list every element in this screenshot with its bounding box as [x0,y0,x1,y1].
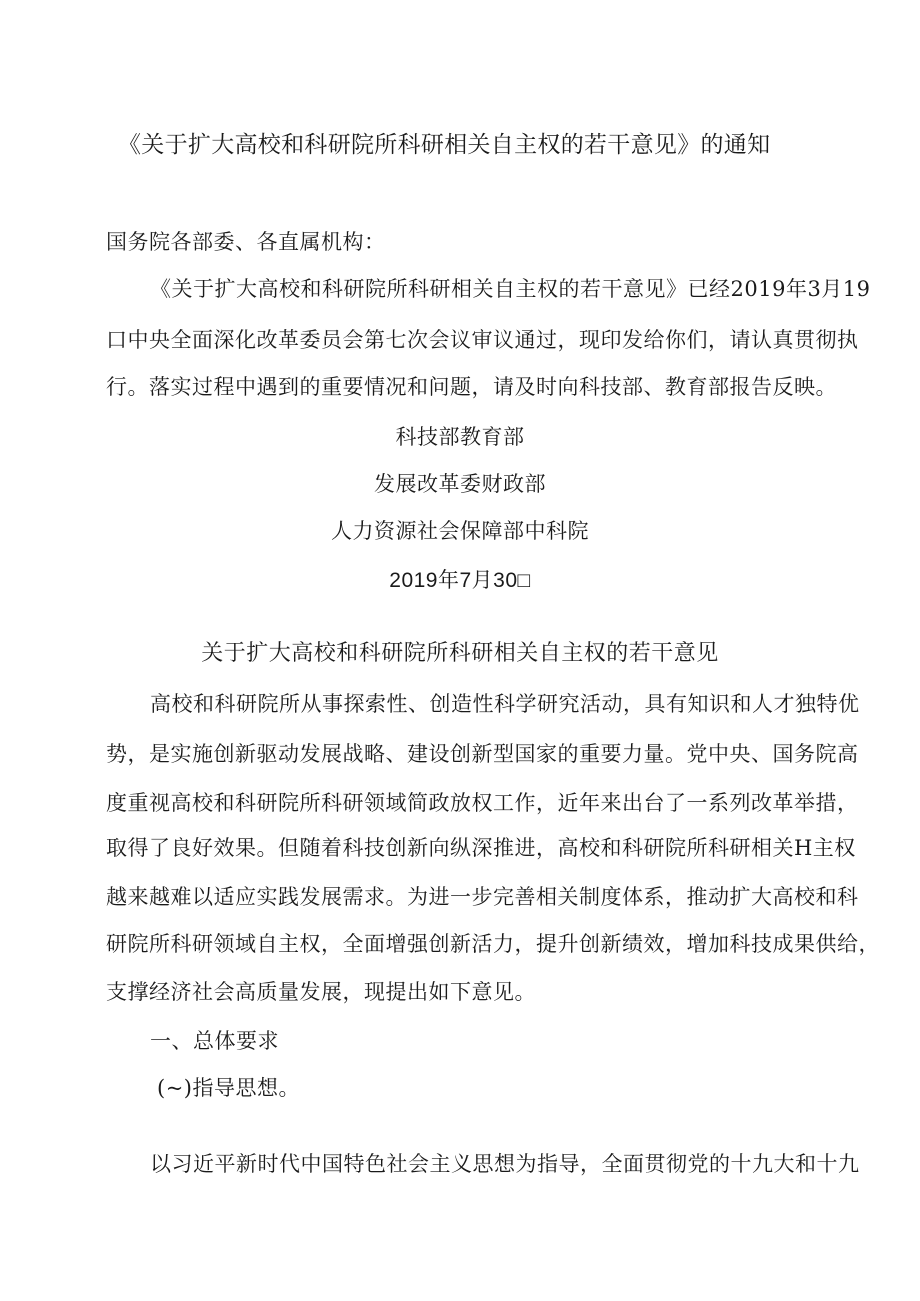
signatory-3: 人力资源社会保障部中科院 [331,519,589,543]
intro-line-5: 越来越难以适应实践发展需求。为进一步完善相关制度体系，推动扩大高校和科 [106,885,859,909]
opinions-title: 关于扩大高校和科研院所科研相关自主权的若干意见 [201,641,719,666]
addressee: 国务院各部委、各直属机构： [106,230,386,254]
intro-line-3: 度重视高校和科研院所科研领域简政放权工作，近年来出台了一系列改革举措， [106,791,859,815]
document-date: 2019年7月30□ [389,569,531,592]
signatory-1: 科技部教育部 [395,425,525,449]
notice-line-2: 口中央全面深化改革委员会第七次会议审议通过，现印发给你们，请认真贯彻执 [106,328,859,352]
intro-line-7: 支撑经济社会高质量发展，现提出如下意见。 [106,980,536,1004]
signatory-2: 发展改革委财政部 [374,472,546,496]
notice-line-3: 行。落实过程中遇到的重要情况和问题，请及时向科技部、教育部报告反映。 [106,375,837,399]
document-title: 《关于扩大高校和科研院所科研相关自主权的若干意见》的通知 [118,132,771,158]
notice-line-1: 《关于扩大高校和科研院所科研相关自主权的若干意见》已经2019年3月19 [150,277,871,301]
section-heading: 一、总体要求 [150,1029,279,1053]
intro-line-6: 研院所科研领域自主权，全面增强创新活力，提升创新绩效，增加科技成果供给， [106,932,880,956]
intro-line-1: 高校和科研院所从事探索性、创造性科学研究活动，具有知识和人才独特优 [150,692,860,716]
intro-line-2: 势，是实施创新驱动发展战略、建设创新型国家的重要力量。党中央、国务院高 [106,742,859,766]
body-line: 以习近平新时代中国特色社会主义思想为指导，全面贯彻党的十九大和十九 [150,1152,860,1176]
subsection-heading: (~)指导思想。 [157,1076,300,1100]
intro-line-4: 取得了良好效果。但随着科技创新向纵深推进，高校和科研院所科研相关H主权 [106,836,856,860]
